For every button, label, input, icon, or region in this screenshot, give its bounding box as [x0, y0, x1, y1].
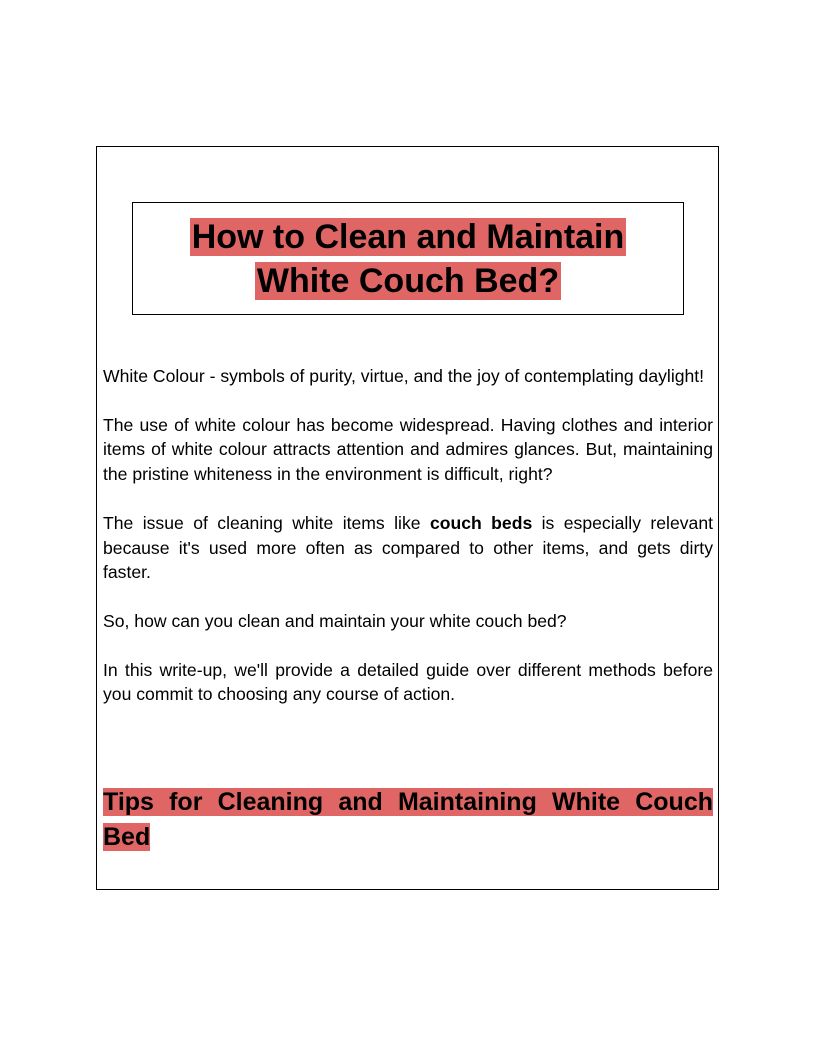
section-heading-text: Tips for Cleaning and Maintaining White Couch Bed [103, 788, 713, 851]
paragraph-couch-beds [103, 511, 713, 585]
paragraph-widespread: The use of white colour has become widespread. Having clothes and interior items of white colour attracts attention and admires glances. But, maintaining the pristine whiteness in the environment is difficult, right? [103, 414, 713, 485]
document-title [190, 215, 627, 303]
title-box [132, 202, 684, 315]
paragraph-couch-beds-before: The issue of cleaning white items like [103, 512, 430, 533]
paragraph-guide: In this write-up, we'll provide a detailed guide over different methods before you commit to choosing any course of action. [103, 659, 713, 705]
paragraph-couch-beds-after: is especially relevant because it's used more often as compared to other items, and gets dirty faster. [103, 512, 714, 583]
title-line-1: How to Clean and Maintain [191, 217, 625, 256]
title-line-2: White Couch Bed? [256, 261, 560, 300]
bold-term-couch-beds: couch beds [429, 512, 533, 533]
paragraph-intro: White Colour - symbols of purity, virtue, and the joy of contemplating daylight! [103, 366, 705, 386]
section-heading [103, 785, 713, 855]
body-text [103, 364, 713, 731]
paragraph-question: So, how can you clean and maintain your white couch bed? [103, 610, 567, 631]
